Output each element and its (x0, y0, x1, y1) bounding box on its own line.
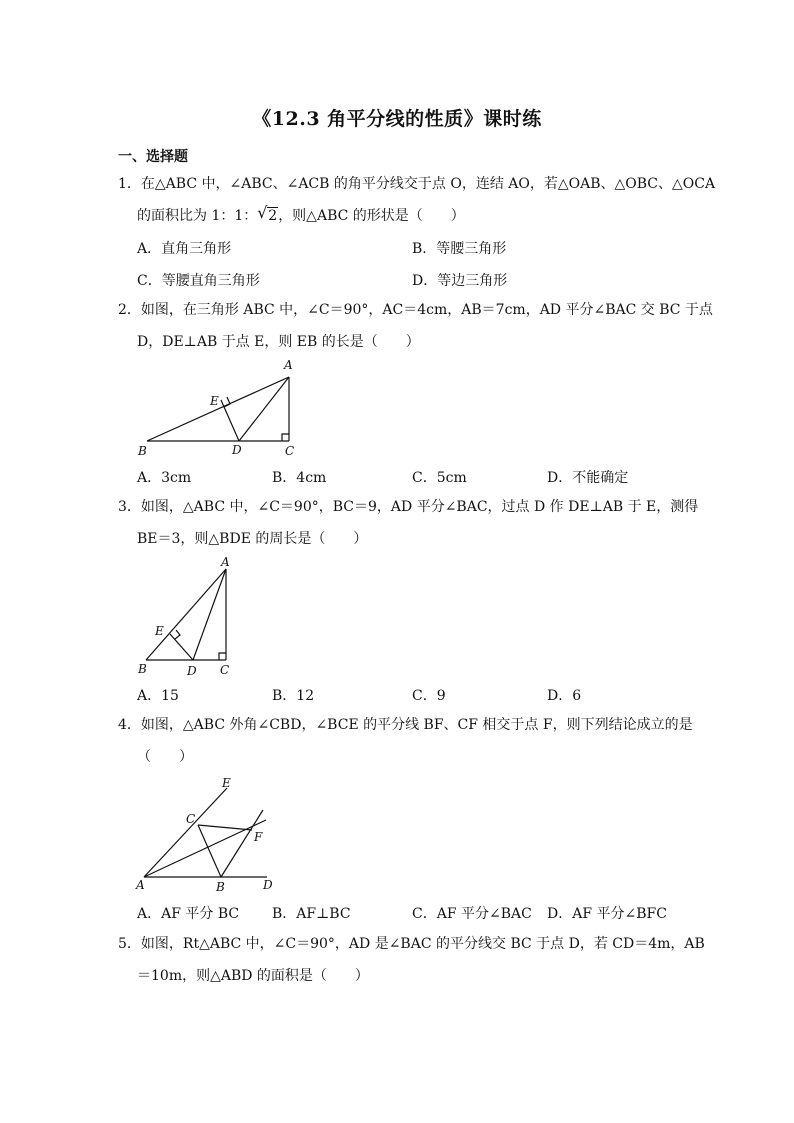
q2-text-line2: D，DE⊥AB 于点 E，则 EB 的长是（ ） (137, 334, 420, 350)
q3-label-d: D (187, 664, 197, 678)
q3-figure (130, 552, 250, 682)
q4-text-line1: 4．如图，△ABC 外角∠CBD，∠BCE 的平分线 BF、CF 相交于点 F，则下列结论成立的是 (118, 717, 693, 733)
q2-text-line1: 2．如图，在三角形 ABC 中，∠C＝90°，AC＝4cm，AB＝7cm，AD 平分∠BAC 交 BC 于点 (118, 302, 713, 318)
q4-bisector-cf (198, 825, 252, 830)
q2-label-a: A (284, 358, 293, 372)
q3-segment-ad (193, 569, 226, 660)
q2-side-ab (147, 377, 289, 441)
sqrt-value: 2 (268, 208, 278, 224)
q3-label-c: C (220, 663, 230, 677)
q3-option-b[interactable]: B．12 (272, 688, 315, 704)
q3-segment-de (170, 634, 193, 660)
q2-label-b: B (138, 444, 147, 458)
q3-option-a[interactable]: A．15 (137, 688, 179, 704)
q2-label-e: E (210, 394, 219, 408)
q3-right-angle-c (219, 653, 226, 660)
q4-label-b: B (216, 880, 225, 894)
q2-label-c: C (285, 444, 295, 458)
q2-label-d: D (232, 443, 242, 457)
q2-segment-ad (239, 377, 289, 441)
q3-label-a: A (221, 555, 230, 569)
q3-label-b: B (138, 662, 147, 676)
q4-label-e: E (222, 776, 231, 790)
q1-text-line2-part2: ，则△ABC 的形状是（ ） (278, 208, 465, 224)
q1-text-line2 (137, 203, 465, 226)
q2-option-d[interactable]: D．不能确定 (547, 470, 629, 486)
q3-text-line1: 3．如图，△ABC 中，∠C＝90°，BC＝9，AD 平分∠BAC，过点 D 作 DE⊥AB 于 E，测得 (118, 499, 699, 515)
section-heading: 一、选择题 (118, 149, 188, 165)
q1-option-b[interactable]: B．等腰三角形 (412, 241, 507, 257)
q1-option-a[interactable]: A．直角三角形 (137, 241, 232, 257)
q5-text-line2: ＝10m，则△ABD 的面积是（ ） (137, 968, 369, 984)
q1-option-d[interactable]: D．等边三角形 (412, 273, 508, 289)
q4-figure (130, 770, 290, 900)
q4-option-a[interactable]: A．AF 平分 BC (137, 906, 240, 922)
q4-segment-af (144, 820, 266, 877)
q2-figure (130, 355, 310, 465)
q4-option-b[interactable]: B．AF⊥BC (272, 906, 351, 922)
q3-option-c[interactable]: C．9 (412, 688, 446, 704)
q3-option-d[interactable]: D．6 (547, 688, 582, 704)
q2-right-angle-c (282, 434, 289, 441)
q2-option-b[interactable]: B．4cm (272, 470, 327, 486)
q4-label-d: D (263, 878, 273, 892)
radical-sign-icon: √ (257, 203, 268, 222)
q3-text-line2: BE＝3，则△BDE 的周长是（ ） (137, 531, 368, 547)
q4-label-f: F (254, 830, 263, 844)
q2-option-a[interactable]: A．3cm (137, 470, 192, 486)
q1-text-line2-part1: 的面积比为 1：1： (137, 208, 258, 224)
q1-text-line1: 1．在△ABC 中，∠ABC、∠ACB 的角平分线交于点 O，连结 AO，若△OAB、△OBC、△OCA (118, 176, 716, 192)
q4-label-c: C (186, 812, 196, 826)
q4-label-a: A (136, 878, 145, 892)
q4-option-c[interactable]: C．AF 平分∠BAC (412, 906, 532, 922)
q2-option-c[interactable]: C．5cm (412, 470, 467, 486)
q5-text-line1: 5．如图，Rt△ABC 中，∠C＝90°，AD 是∠BAC 的平分线交 BC 于点 D，若 CD＝4m，AB (118, 936, 705, 952)
page-title: 《12.3 角平分线的性质》课时练 (252, 108, 542, 130)
q4-text-line2: （ ） (137, 749, 193, 765)
q2-segment-de (221, 400, 239, 441)
q3-label-e: E (155, 624, 164, 638)
q3-side-ab (146, 569, 226, 660)
sqrt-expression (257, 203, 278, 226)
q1-option-c[interactable]: C．等腰直角三角形 (137, 273, 260, 289)
q3-right-angle-e (175, 630, 180, 639)
q4-side-cb (198, 825, 221, 877)
q4-option-d[interactable]: D．AF 平分∠BFC (547, 906, 667, 922)
